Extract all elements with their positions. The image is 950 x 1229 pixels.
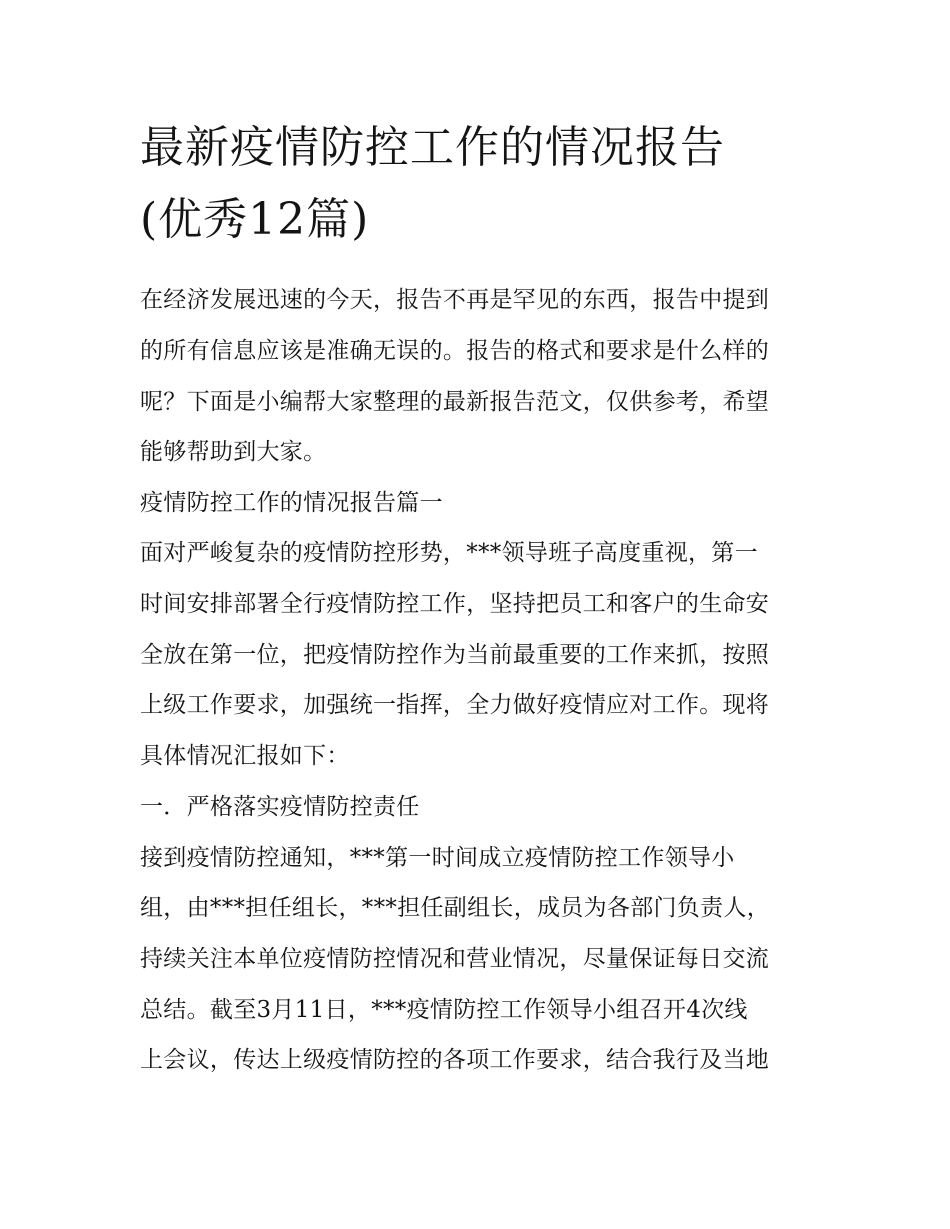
body-paragraph-line: 上会议，传达上级疫情防控的各项工作要求，结合我行及当地 — [140, 1047, 770, 1073]
body-paragraph-line: 面对严峻复杂的疫情防控形势，***领导班子高度重视，第一 — [140, 540, 758, 566]
body-paragraph-line: 上级工作要求，加强统一指挥，全力做好疫情应对工作。现将 — [140, 692, 770, 718]
body-paragraph-line: 组，由***担任组长，***担任副组长，成员为各部门负责人， — [140, 895, 770, 921]
intro-paragraph-line: 能够帮助到大家。 — [140, 439, 327, 465]
intro-paragraph-line: 的所有信息应该是准确无误的。报告的格式和要求是什么样的 — [140, 338, 770, 364]
body-paragraph-line: 持续关注本单位疫情防控情况和营业情况，尽量保证每日交流 — [140, 946, 770, 972]
intro-paragraph-line: 呢？下面是小编帮大家整理的最新报告范文，仅供参考，希望 — [140, 389, 770, 415]
body-paragraph-line: 具体情况汇报如下： — [140, 743, 350, 769]
section-heading-part-one: 疫情防控工作的情况报告篇一 — [140, 490, 443, 516]
document-title — [140, 112, 840, 256]
subsection-heading: 一．严格落实疫情防控责任 — [140, 794, 420, 820]
body-paragraph-line: 接到疫情防控通知，***第一时间成立疫情防控工作领导小 — [140, 845, 735, 871]
title-line-1: 最新疫情防控工作的情况报告 — [140, 122, 725, 173]
intro-paragraph-line: 在经济发展迅速的今天，报告不再是罕见的东西，报告中提到 — [140, 287, 770, 313]
body-paragraph-line: 全放在第一位，把疫情防控作为当前最重要的工作来抓，按照 — [140, 642, 770, 668]
title-line-2: (优秀12篇) — [140, 194, 370, 245]
body-paragraph-line: 时间安排部署全行疫情防控工作，坚持把员工和客户的生命安 — [140, 591, 770, 617]
body-paragraph-line: 总结。截至3月11日，***疫情防控工作领导小组召开4次线 — [140, 997, 748, 1023]
